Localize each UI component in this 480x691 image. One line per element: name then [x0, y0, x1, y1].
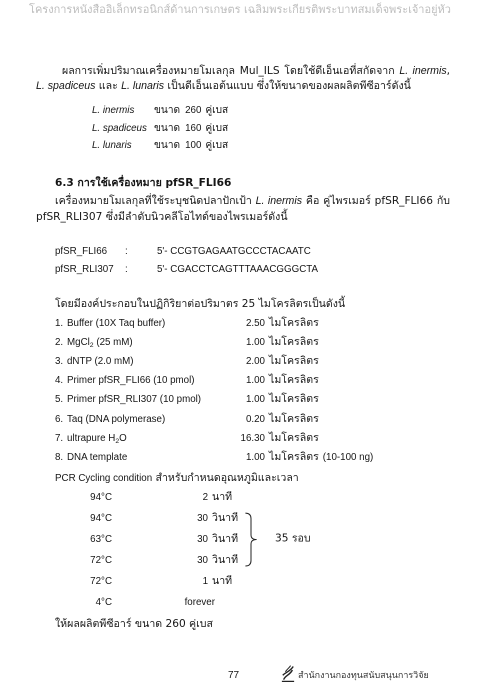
- intro-paragraph: [36, 64, 450, 95]
- item-value: 1.00: [245, 336, 265, 348]
- size-unit: คู่เบส: [205, 122, 229, 134]
- result-text: ให้ผลผลิตพีซีอาร์ ขนาด 260 คู่เบส: [55, 618, 213, 631]
- pcr-step: [36, 529, 450, 550]
- reaction-item: [55, 352, 450, 371]
- step-unit: นาที: [212, 490, 233, 503]
- intro-text: ,: [446, 65, 450, 77]
- item-unit: ไมโครลิตร: [269, 393, 319, 406]
- item-label-text: (25 mM): [93, 336, 133, 348]
- step-duration: 30: [197, 512, 208, 524]
- page-content: [36, 64, 450, 634]
- item-label-text: ultrapure H: [67, 432, 116, 444]
- step-unit: นาที: [212, 574, 233, 587]
- item-number: 1.: [55, 317, 64, 329]
- organization-name: สำนักงานกองทุนสนับสนุนการวิจัย: [298, 671, 429, 681]
- section-paragraph: [36, 194, 450, 225]
- reaction-item: [55, 333, 450, 352]
- pcr-step: [36, 487, 450, 508]
- item-label-text: MgCl: [67, 336, 90, 348]
- pcr-step: [36, 508, 450, 529]
- item-label-text: Buffer (10X Taq buffer): [67, 317, 166, 329]
- step-unit: วินาที: [212, 532, 239, 545]
- item-label-text: dNTP (2.0 mM): [67, 355, 134, 367]
- step-duration: 30: [197, 554, 208, 566]
- reaction-item: [55, 371, 450, 390]
- size-value: 160: [185, 122, 202, 134]
- step-duration: 30: [197, 533, 208, 545]
- item-unit: ไมโครลิตร: [269, 354, 319, 367]
- item-number: 4.: [55, 375, 64, 387]
- step-duration: 2: [202, 491, 208, 503]
- intro-text: และ: [95, 80, 122, 93]
- item-unit: ไมโครลิตร: [269, 451, 319, 463]
- reaction-list: [36, 314, 450, 468]
- item-unit: ไมโครลิตร: [269, 374, 319, 387]
- item-label: [67, 352, 231, 371]
- species-name: L. lunaris: [92, 140, 132, 152]
- item-label-text: Taq (DNA polymerase): [67, 413, 166, 425]
- item-label-text: Primer pfSR_RLI307 (10 pmol): [67, 394, 202, 406]
- intro-text: เป็นดีเอ็นเอต้นแบบ ซึ่งให้ขนาดของผลผลิตพีซีอาร์ดังนี้: [164, 80, 411, 93]
- species-name: L. spadiceus: [36, 80, 96, 93]
- intro-text: ผลการเพิ่มปริมาณเครื่องหมายโมเลกุล Mul_ILS โดยใช้ดีเอ็นเอที่สกัดจาก: [62, 65, 400, 77]
- item-label: [67, 429, 231, 448]
- step-unit: วินาที: [212, 553, 239, 566]
- step-temperature: 72°C: [90, 575, 112, 587]
- item-value: 1.00: [245, 375, 265, 387]
- item-label: [67, 390, 231, 409]
- running-header: โครงการหนังสืออิเล็กทรอนิกส์ด้านการเกษตร เฉลิมพระเกียรติพระบาทสมเด็จพระเจ้าอยู่หัว: [29, 3, 451, 16]
- pcr-step: [36, 550, 450, 571]
- size-label: ขนาด: [154, 140, 181, 152]
- primer-row: [55, 261, 450, 278]
- item-label-text: Primer pfSR_FLI66 (10 pmol): [67, 375, 195, 387]
- item-label: [67, 333, 231, 352]
- reaction-item: [55, 429, 450, 448]
- item-unit: ไมโครลิตร: [269, 431, 319, 444]
- size-value: 260: [185, 104, 202, 116]
- size-unit: คู่เบส: [205, 104, 229, 116]
- species-name: L. inermis: [255, 195, 303, 208]
- item-note: (10-100 ng): [322, 452, 374, 463]
- species-name: L. spadiceus: [92, 122, 147, 134]
- curly-brace-icon: [244, 512, 258, 567]
- item-number: 7.: [55, 432, 64, 444]
- step-temperature: 63°C: [90, 533, 112, 545]
- primer-list: [55, 243, 450, 278]
- item-value: 1.00: [245, 452, 265, 463]
- primer-name: pfSR_RLI307: [55, 263, 114, 275]
- pcr-step: [36, 571, 450, 592]
- item-number: 8.: [55, 452, 64, 463]
- step-temperature: 94°C: [90, 491, 112, 503]
- item-label-text: DNA template: [67, 452, 128, 463]
- primer-row: [55, 243, 450, 260]
- primer-separator: :: [125, 246, 128, 258]
- species-name: L. inermis: [92, 104, 135, 116]
- product-size-row: [92, 102, 450, 120]
- item-label-text: O: [119, 432, 127, 444]
- cycle-count: 35 รอบ: [275, 532, 311, 545]
- reaction-item: [55, 390, 450, 409]
- section-text: เครื่องหมายโมเลกุลที่ใช้ระบุชนิดปลาปักเป้า: [55, 195, 256, 208]
- item-label: [67, 371, 231, 390]
- size-label: ขนาด: [154, 122, 181, 134]
- reaction-item: [55, 448, 450, 467]
- size-value: 100: [185, 140, 202, 152]
- item-value: 16.30: [240, 432, 265, 444]
- primer-sequence: 5'- CCGTGAGAATGCCCTACAATC: [157, 246, 311, 258]
- species-name: L. lunaris: [121, 80, 165, 93]
- item-value: 2.50: [245, 317, 265, 329]
- pcr-title: [55, 470, 450, 487]
- item-unit: ไมโครลิตร: [269, 316, 319, 329]
- pcr-title-en: PCR Cycling condition: [55, 472, 153, 484]
- page-number: 77: [228, 670, 240, 681]
- reaction-intro: โดยมีองค์ประกอบในปฏิกิริยาต่อปริมาตร 25 ไมโครลิตรเป็นดังนี้: [55, 298, 346, 311]
- reaction-item: [55, 314, 450, 333]
- item-number: 2.: [55, 336, 64, 348]
- step-temperature: 72°C: [90, 554, 112, 566]
- reaction-item: [55, 410, 450, 429]
- primer-separator: :: [125, 263, 128, 275]
- item-value: 1.00: [245, 394, 265, 406]
- step-duration: forever: [184, 596, 215, 608]
- pcr-step: [36, 592, 450, 613]
- subscript: 2: [89, 341, 94, 349]
- cycle-group: [36, 508, 450, 571]
- primer-name: pfSR_FLI66: [55, 246, 108, 258]
- step-unit: วินาที: [212, 511, 239, 524]
- size-unit: คู่เบส: [205, 140, 229, 152]
- section-text: คือ คู่ไพรเมอร์ pfSR_FLI66 กับ pfSR_RLI307 ซึ่งมีลำดับนิวคลีโอไทด์ของไพรเมอร์ดังนี้: [36, 195, 450, 223]
- item-value: 2.00: [245, 355, 265, 367]
- species-name: L. inermis: [399, 65, 447, 77]
- step-temperature: 94°C: [90, 512, 112, 524]
- product-size-row: [92, 120, 450, 138]
- item-number: 5.: [55, 394, 64, 406]
- subscript: 2: [115, 437, 120, 445]
- item-number: 6.: [55, 413, 64, 425]
- section-heading: 6.3 การใช้เครื่องหมาย pfSR_FLI66: [55, 176, 232, 189]
- size-label: ขนาด: [154, 104, 181, 116]
- item-value: 0.20: [245, 413, 265, 425]
- item-label: [67, 410, 231, 429]
- step-duration: 1: [202, 575, 208, 587]
- item-number: 3.: [55, 355, 64, 367]
- primer-sequence: 5'- CGACCTCAGTTTAAACGGGCTA: [157, 263, 319, 275]
- pcr-steps: [36, 487, 450, 613]
- item-label: [67, 314, 231, 333]
- item-unit: ไมโครลิตร: [269, 412, 319, 425]
- trf-logo-icon: [281, 664, 295, 683]
- item-label: [67, 448, 231, 467]
- item-unit: ไมโครลิตร: [269, 335, 319, 348]
- product-size-list: [92, 102, 450, 155]
- product-size-row: [92, 137, 450, 155]
- step-temperature: 4°C: [95, 596, 112, 608]
- pcr-title-th: สำหรับกำหนดอุณหภูมิและเวลา: [152, 471, 299, 484]
